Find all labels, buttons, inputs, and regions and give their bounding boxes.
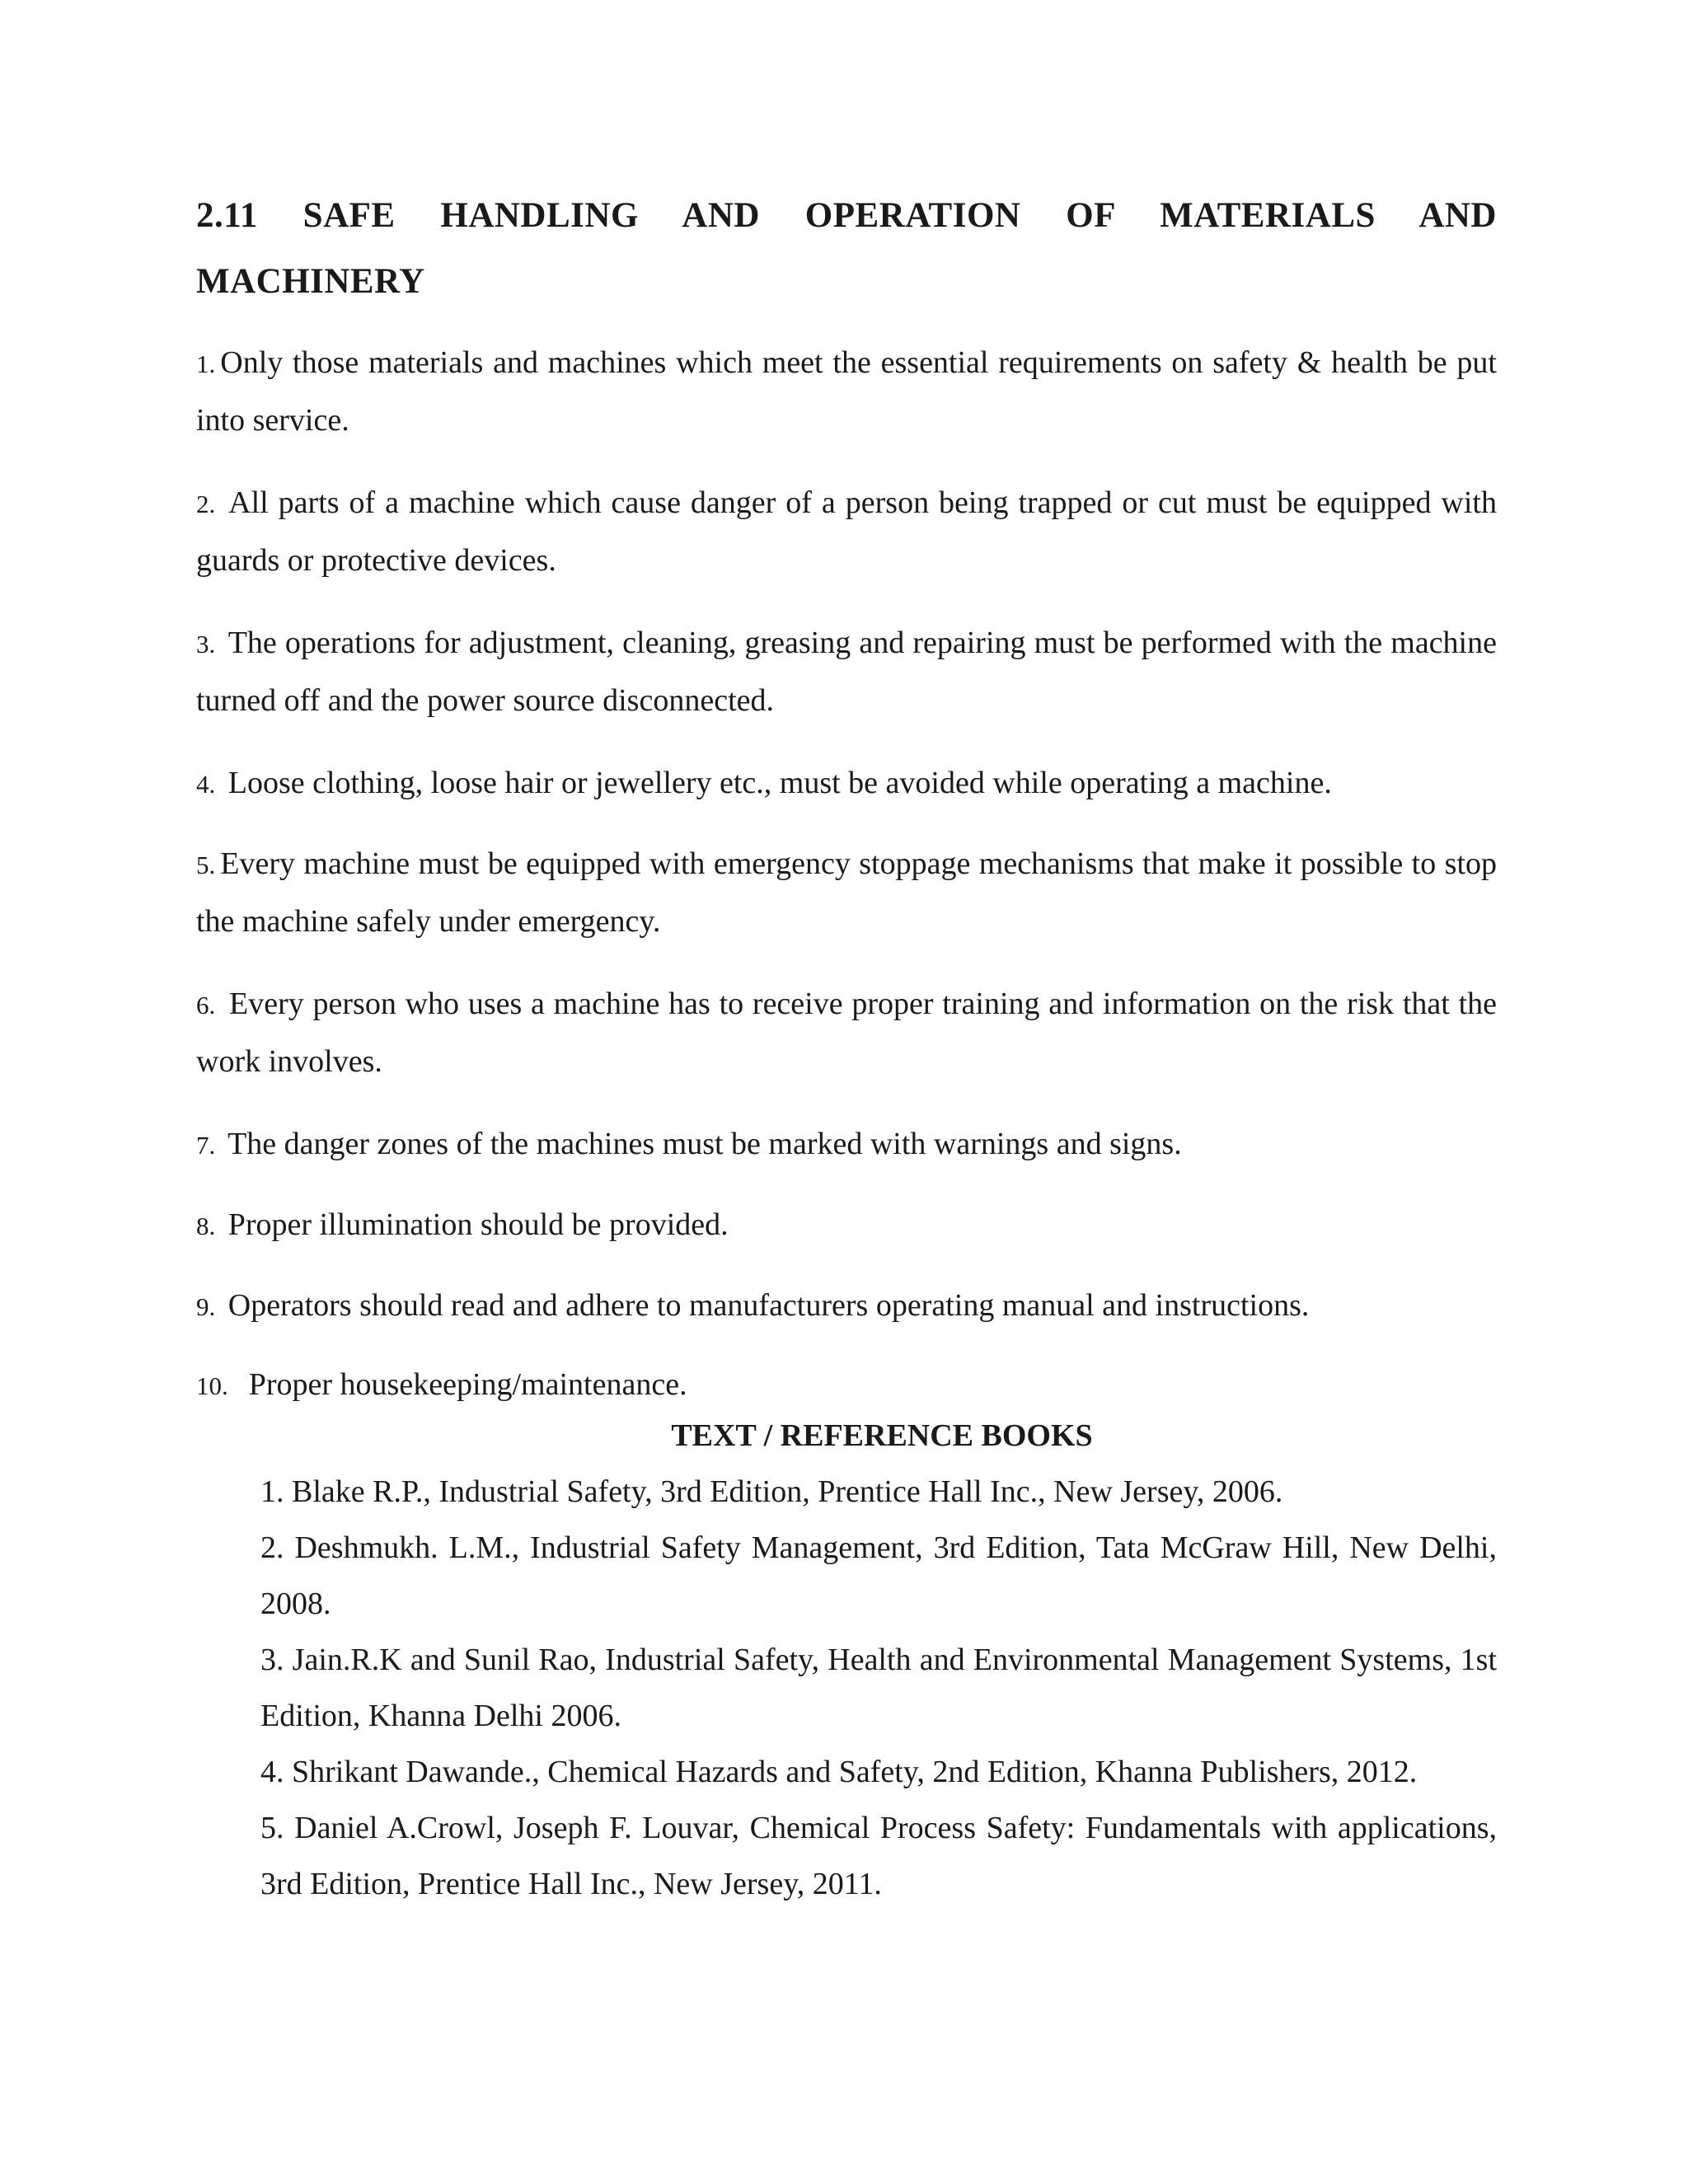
list-item-2 [196, 475, 1497, 588]
item-number: 2. [196, 490, 216, 518]
item-text: Every person who uses a machine has to receive proper training and information on the risk that the work involves. [196, 987, 1497, 1079]
item-number: 4. [196, 770, 216, 799]
list-item-3 [196, 615, 1497, 729]
item-number: 8. [196, 1212, 216, 1240]
section-heading: 2.11 SAFE HANDLING AND OPERATION OF MATERIALS AND MACHINERY [196, 196, 1497, 301]
list-item-7 [196, 1116, 1497, 1174]
list-item-10 [196, 1357, 1497, 1414]
item-text: All parts of a machine which cause danger of a person being trapped or cut must be equipped with guards or protective devices. [196, 485, 1497, 578]
item-text: The danger zones of the machines must be marked with warnings and signs. [227, 1127, 1182, 1161]
item-text: Proper housekeeping/maintenance. [248, 1367, 687, 1402]
item-text: Operators should read and adhere to manufacturers operating manual and instructions. [227, 1288, 1310, 1323]
references-heading: TEXT / REFERENCE BOOKS [671, 1418, 1093, 1453]
item-number: 10. [196, 1371, 228, 1400]
item-number: 3. [196, 630, 216, 658]
reference-item-1: 1. Blake R.P., Industrial Safety, 3rd Edition, Prentice Hall Inc., New Jersey, 2006. [260, 1474, 1283, 1509]
item-text: Loose clothing, loose hair or jewellery etc., must be avoided while operating a machine. [227, 766, 1332, 800]
list-item-9 [196, 1277, 1497, 1335]
reference-item-5: 5. Daniel A.Crowl, Joseph F. Louvar, Chemical Process Safety: Fundamentals with applications, 3rd Edition, Prentice Hall Inc., New Jersey, 2011. [260, 1811, 1497, 1901]
reference-item-3: 3. Jain.R.K and Sunil Rao, Industrial Safety, Health and Environmental Management Systems, 1st Edition, Khanna Delhi 2006. [260, 1643, 1497, 1733]
item-number: 1. [196, 349, 216, 378]
list-item-1 [196, 335, 1497, 448]
item-text: Proper illumination should be provided. [227, 1207, 729, 1242]
item-number: 9. [196, 1292, 216, 1321]
reference-item-4: 4. Shrikant Dawande., Chemical Hazards and Safety, 2nd Edition, Khanna Publishers, 2012. [260, 1755, 1418, 1789]
list-item-6 [196, 976, 1497, 1090]
list-item-5 [196, 836, 1497, 949]
item-number: 5. [196, 851, 216, 879]
item-number: 6. [196, 991, 216, 1019]
item-text: Only those materials and machines which meet the essential requirements on safety & health be put into service. [196, 345, 1497, 438]
list-item-8 [196, 1197, 1497, 1254]
list-item-4 [196, 755, 1497, 813]
reference-item-2: 2. Deshmukh. L.M., Industrial Safety Management, 3rd Edition, Tata McGraw Hill, New Delhi, 2008. [260, 1530, 1497, 1621]
item-text: The operations for adjustment, cleaning, greasing and repairing must be performed with the machine turned off and the power source disconnected. [196, 626, 1497, 718]
item-number: 7. [196, 1131, 216, 1160]
item-text: Every machine must be equipped with emergency stoppage mechanisms that make it possible to stop the machine safely under emergency. [196, 846, 1497, 939]
